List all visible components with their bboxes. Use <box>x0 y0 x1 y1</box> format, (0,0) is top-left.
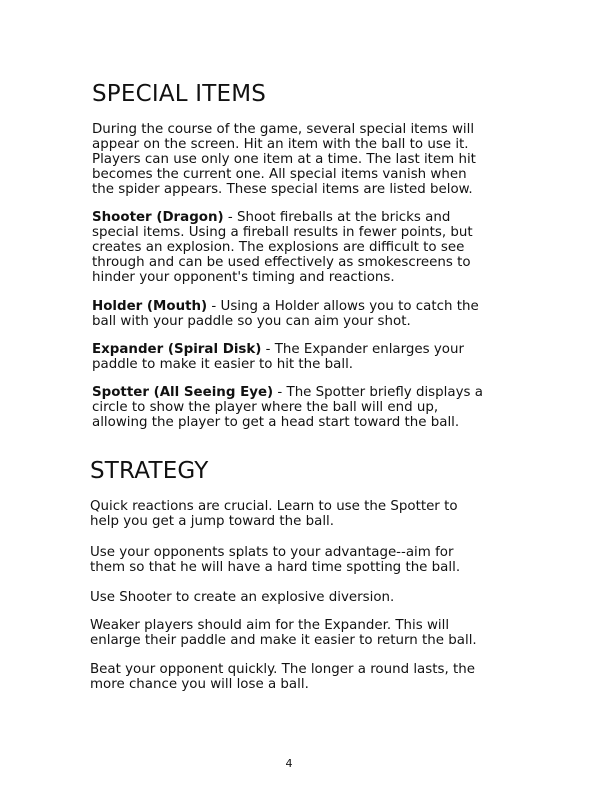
item-spotter-term: Spotter (All Seeing Eye) <box>92 385 274 400</box>
strategy-tip: Quick reactions are crucial. Learn to use the Spotter to help you get a jump toward the ball. <box>90 499 458 529</box>
strategy-heading: STRATEGY <box>90 458 209 484</box>
item-shooter-term: Shooter (Dragon) <box>92 210 224 225</box>
strategy-tip: Weaker players should aim for the Expander. This will enlarge their paddle and make it easier to return the ball. <box>90 618 477 648</box>
item-holder-term: Holder (Mouth) <box>92 299 208 314</box>
item-shooter <box>92 210 492 285</box>
item-holder <box>92 299 492 329</box>
item-spotter <box>92 385 492 430</box>
item-expander-term: Expander (Spiral Disk) <box>92 342 262 357</box>
item-expander <box>92 342 492 372</box>
item-expander-text: - The Expander enlarges your paddle to make it easier to hit the ball. <box>92 342 464 372</box>
item-shooter-text: - Shoot fireballs at the bricks and special items. Using a fireball results in fewer points, but creates an explosion. The explosions are difficult to see through and can be used effectively as smokescreens to hinder your opponent's timing and reactions. <box>92 210 473 285</box>
strategy-tip: Use your opponents splats to your advantage--aim for them so that he will have a hard time spotting the ball. <box>90 545 461 575</box>
page-number: 4 <box>285 757 293 770</box>
special-items-heading: SPECIAL ITEMS <box>92 81 267 107</box>
strategy-tip: Beat your opponent quickly. The longer a round lasts, the more chance you will lose a ball. <box>90 662 475 692</box>
item-holder-text: - Using a Holder allows you to catch the ball with your paddle so you can aim your shot. <box>92 299 479 329</box>
special-items-intro: During the course of the game, several special items will appear on the screen. Hit an item with the ball to use it. Players can use only one item at a time. The last item hit becomes the current one. All special items vanish when the spider appears. These special items are listed below. <box>92 122 476 197</box>
strategy-tip: Use Shooter to create an explosive diversion. <box>90 590 395 605</box>
item-spotter-text: - The Spotter briefly displays a circle to show the player where the ball will end up, allowing the player to get a head start toward the ball. <box>92 385 483 430</box>
